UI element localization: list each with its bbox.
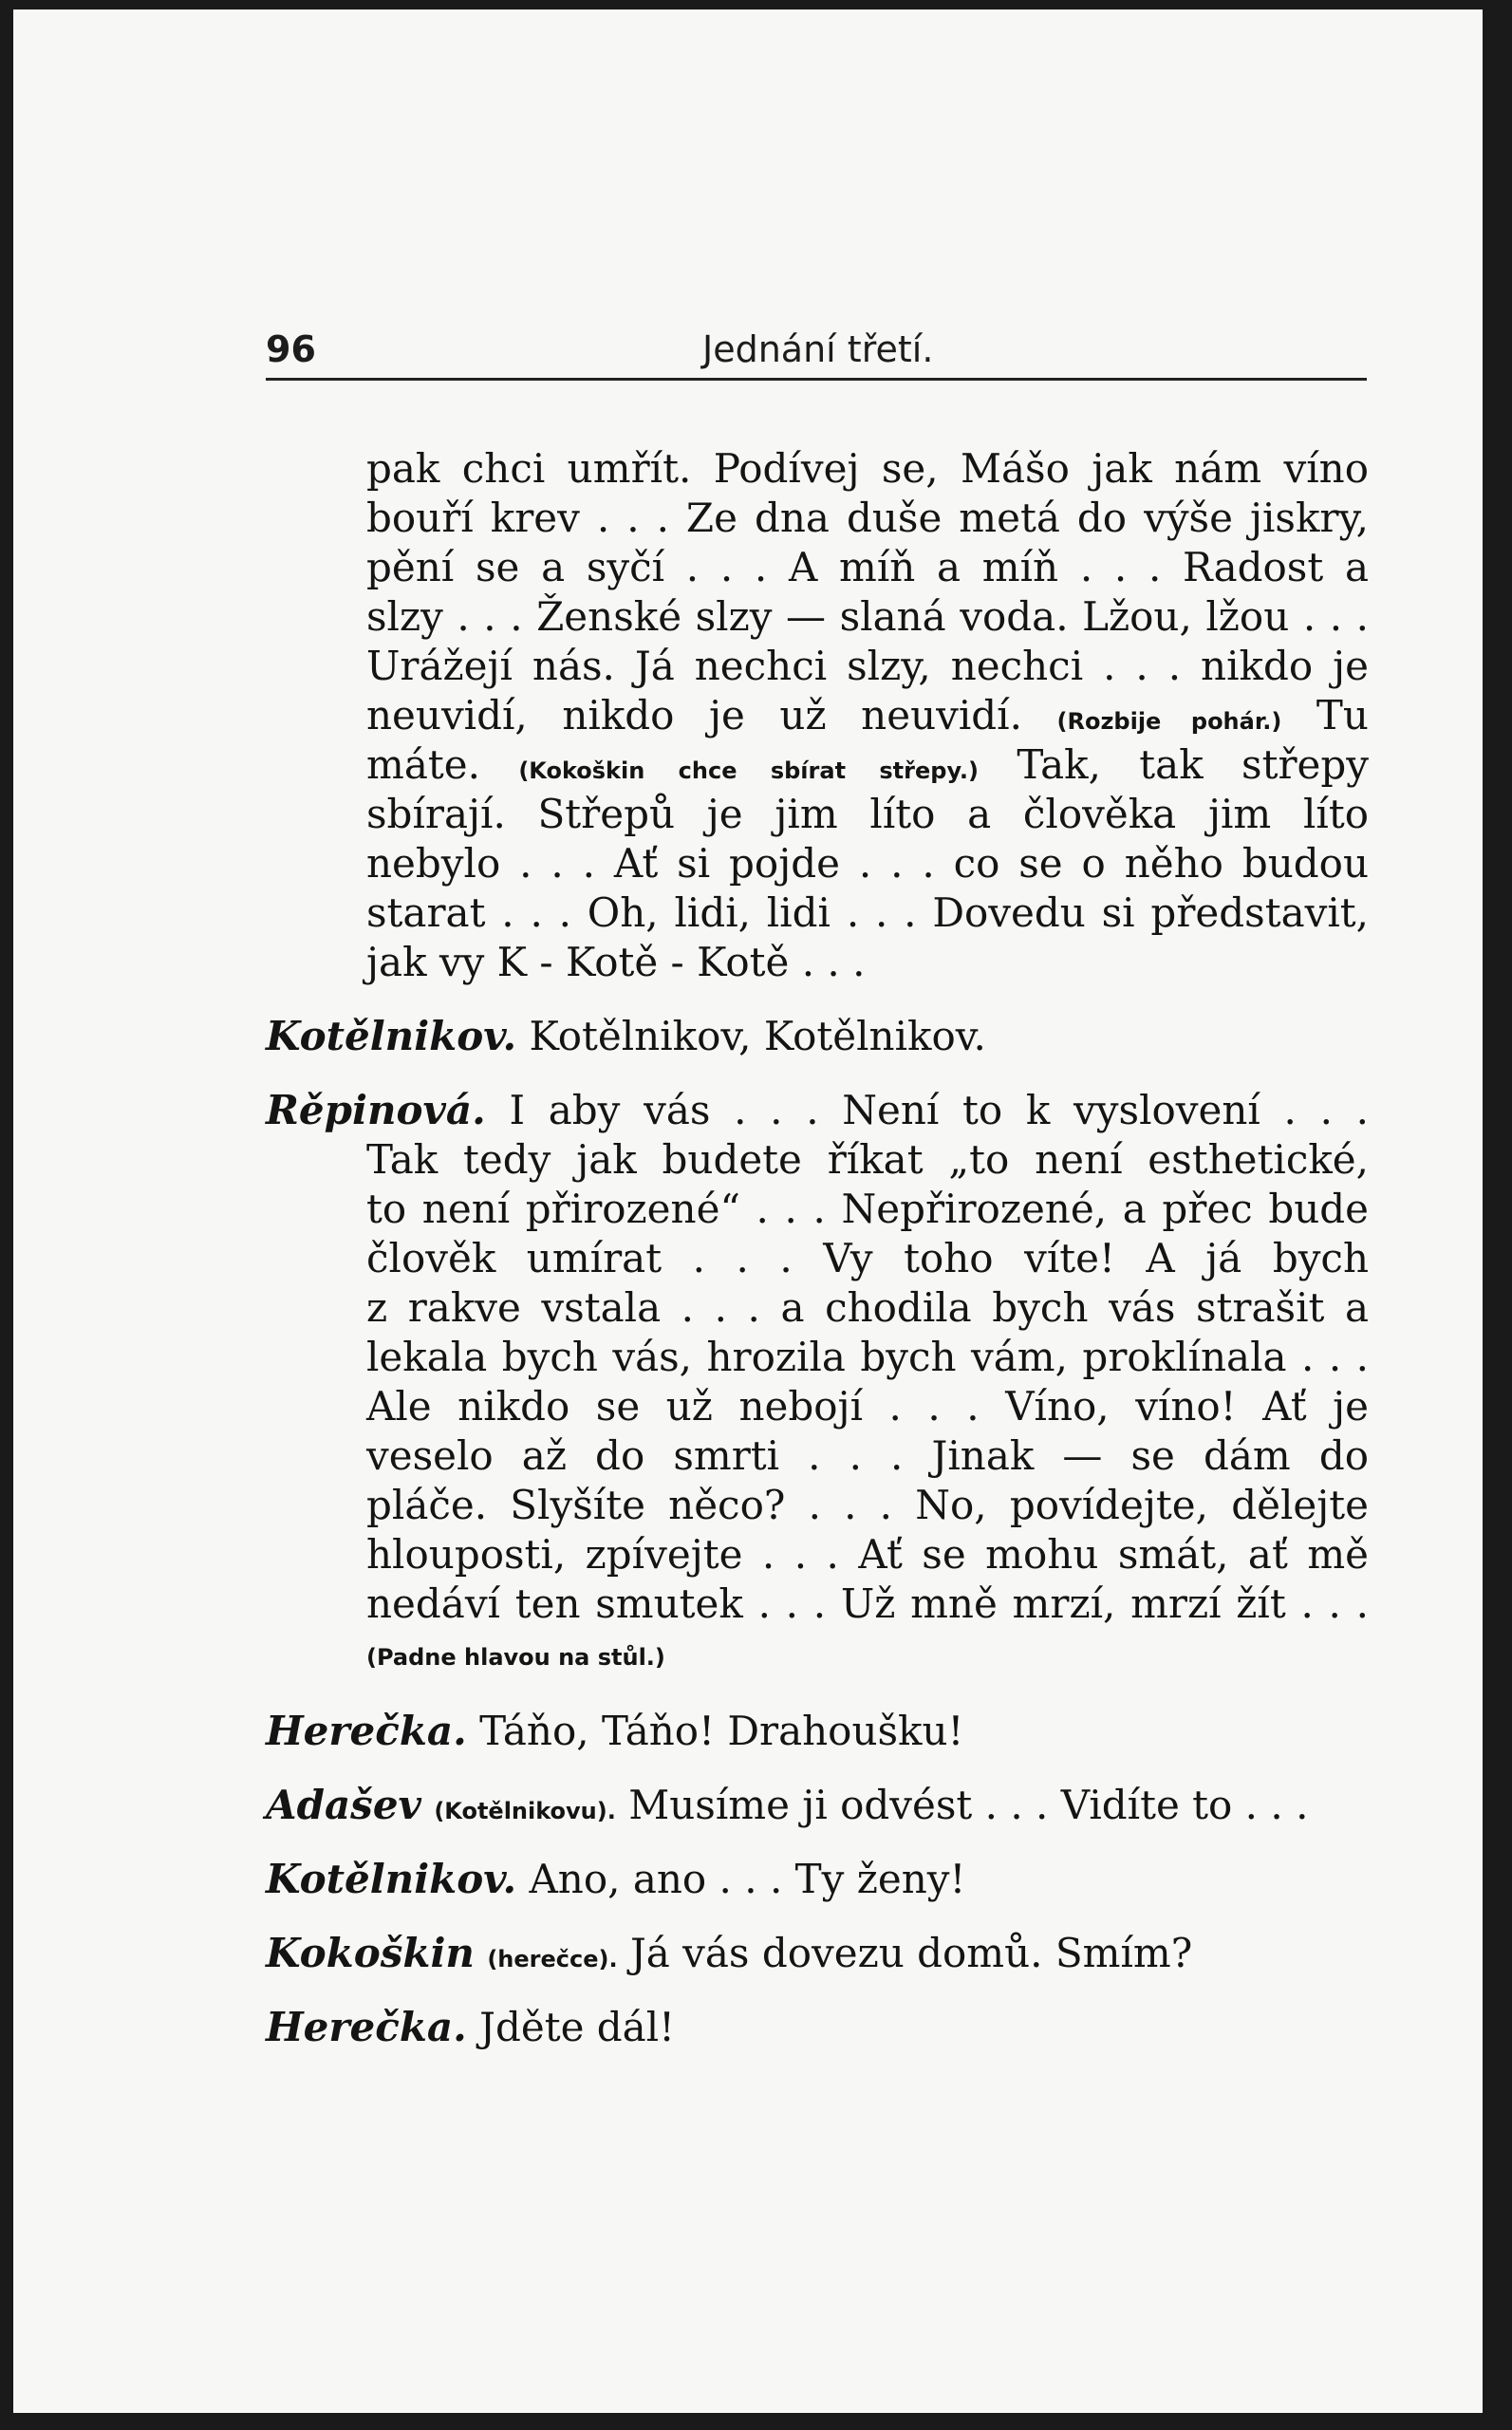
line-text: Tu (1316, 692, 1369, 738)
text-line: Urážejí nás. Já nechci slzy, nechci . . . nikdo je (366, 643, 1369, 689)
text-line (266, 740, 1369, 790)
dialogue-repinova (266, 1086, 1369, 1135)
text-line: Tak tedy jak budete říkat „to není esthetické, (366, 1136, 1369, 1183)
dialogue-kokoskin (266, 1929, 1369, 1978)
text-line: Ale nikdo se už nebojí . . . Víno, víno! Ať je (366, 1383, 1369, 1430)
header-rule (266, 378, 1367, 381)
stage-direction: (Rozbije pohár.) (1056, 708, 1282, 735)
dialogue-kotelnikov (266, 1012, 1369, 1061)
dialogue-text: Kotělnikov, Kotělnikov. (529, 1013, 986, 1059)
text-line: bouří krev . . . Ze dna duše metá do výše jiskry, (366, 495, 1369, 541)
play-text (266, 444, 1369, 2052)
speaker-name: Rěpinová. (266, 1087, 486, 1133)
dialogue-text: Já vás dovezu domů. Smím? (629, 1930, 1193, 1976)
text-line: starat . . . Oh, lidi, lidi . . . Dovedu si představit, (366, 889, 1369, 936)
text-line: jak vy K - Kotě - Kotě . . . (366, 939, 866, 985)
text-line: to není přirozené“ . . . Nepřirozené, a přec bude (366, 1186, 1369, 1232)
speaker-name: Kokoškin (266, 1930, 475, 1976)
dialogue-text: Musíme ji odvést . . . Vidíte to . . . (628, 1782, 1309, 1828)
text-line: pak chci umřít. Podívej se, Mášo jak nám víno (366, 445, 1369, 492)
stage-direction-text: (Padne hlavou na stůl.) (366, 1644, 665, 1671)
page-header (266, 315, 1367, 382)
page-number: 96 (266, 328, 316, 370)
stage-direction: (herečce). (487, 1946, 618, 1972)
dialogue-text: Jděte dál! (479, 2004, 676, 2050)
speaker-name: Adašev (266, 1782, 421, 1828)
speaker-name: Kotělnikov. (266, 1013, 517, 1059)
text-line: nebylo . . . Ať si pojde . . . co se o něho budou (366, 840, 1369, 887)
stage-direction: (Kokoškin chce sbírat střepy.) (518, 757, 979, 784)
text-line: lekala bych vás, hrozila bych vám, proklínala . . . (366, 1334, 1369, 1380)
text-line (266, 691, 1369, 740)
dialogue-herecka (266, 2003, 1369, 2052)
stage-direction: (Kotělnikovu). (434, 1798, 616, 1824)
dialogue-adasev (266, 1781, 1369, 1830)
stage-direction (266, 1633, 1369, 1682)
dialogue-text: Táňo, Táňo! Drahoušku! (479, 1708, 964, 1754)
text-line: nedáví ten smutek . . . Už mně mrzí, mrzí žít . . . (366, 1580, 1369, 1627)
text-line: pláče. Slyšíte něco? . . . No, povídejte, dělejte (366, 1482, 1369, 1528)
running-title: Jednání třetí. (702, 328, 934, 370)
line-text: Tak, tak střepy (1017, 741, 1369, 788)
speaker-name: Kotělnikov. (266, 1856, 517, 1902)
text-line: člověk umírat . . . Vy toho víte! A já bych (366, 1235, 1369, 1281)
dialogue-herecka (266, 1707, 1369, 1756)
speaker-name: Herečka. (266, 2004, 467, 2050)
text-line: slzy . . . Ženské slzy — slaná voda. Lžou, lžou . . . (366, 593, 1369, 640)
dialogue-text: Ano, ano . . . Ty ženy! (529, 1856, 966, 1902)
dialogue-kotelnikov (266, 1855, 1369, 1904)
dialogue-text: I aby vás . . . Není to k vyslovení . . . (509, 1087, 1369, 1133)
text-line: veselo až do smrti . . . Jinak — se dám do (366, 1432, 1369, 1479)
text-line: sbírají. Střepů je jim líto a člověka jim líto (366, 791, 1369, 837)
speaker-name: Herečka. (266, 1708, 467, 1754)
text-line: z rakve vstala . . . a chodila bych vás strašit a (366, 1284, 1369, 1331)
line-text: máte. (366, 741, 480, 788)
book-page (13, 9, 1483, 2413)
line-text: neuvidí, nikdo je už neuvidí. (366, 692, 1022, 738)
text-line: pění se a syčí . . . A míň a míň . . . Radost a (366, 544, 1369, 590)
text-line: hlouposti, zpívejte . . . Ať se mohu smát, ať mě (366, 1531, 1369, 1578)
